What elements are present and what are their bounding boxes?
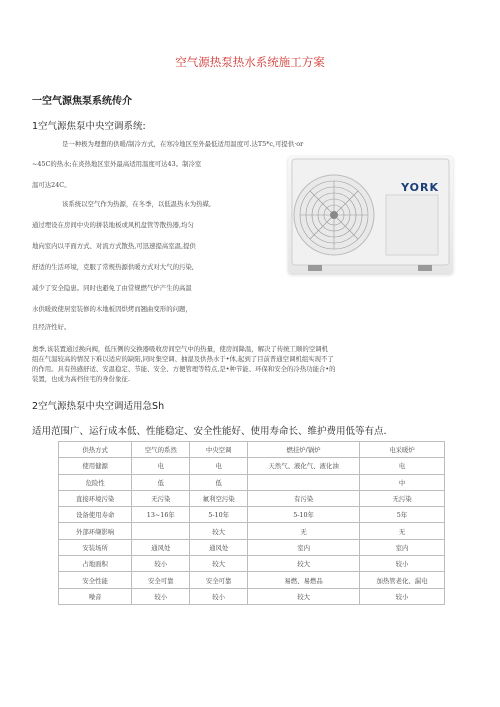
table-cell: 供热方式 [59, 442, 132, 458]
intro-line-1: 是一种极为理想的供暖/制冷方式，在寒冷地区至外最低适用温度可.达T5*c,可提供·or [62, 140, 304, 148]
table-cell: 较小 [132, 588, 190, 604]
section-heading-1: 一空气源焦泵系统传介 [32, 96, 132, 107]
table-cell: 无污染 [360, 490, 445, 506]
table-cell: 5-10年 [248, 507, 360, 523]
table-row [59, 572, 445, 588]
intro-line-6: 地向室内以平面方式、对流方式散热,可迅速提高室温,提供 [32, 242, 196, 250]
table-cell: 安装场所 [59, 539, 132, 555]
table-cell: 电 [360, 458, 445, 474]
section-2-subheading: 适用范围广、运行成本低、性能稳定、安全性能好、使用寿命长、维护费用低等有点. [32, 426, 387, 437]
table-cell: 较大 [248, 556, 360, 572]
table-row [59, 458, 445, 474]
para2-line-2: 组在气温较高的情况下难以适应的缺陷,同时集空调、抽湿及供热水于•体,起到了目前普通空调机组实现不了 [32, 355, 334, 363]
table-cell: 5年 [360, 507, 445, 523]
subsection-heading-1: 1空气源焦泵中央空调系统: [32, 121, 146, 132]
table-cell: 空气的系然 [132, 442, 190, 458]
york-logo: YORK [401, 181, 439, 194]
table-cell [132, 523, 190, 539]
table-cell: 直接环境污染 [59, 490, 132, 506]
intro-line-10: 且经济性好。 [32, 323, 71, 331]
intro-line-2: ~45C的热水;在炎热地区室外最高适用温度可达43。制冷室 [32, 160, 202, 168]
intro-line-7: 舒适的生活环境，克服了常规热源供暖方式对大气的污染, [32, 263, 194, 271]
table-cell: 电采暖炉 [360, 442, 445, 458]
table-cell: 噪音 [59, 588, 132, 604]
table-cell: 有污染 [248, 490, 360, 506]
table-cell: 外部环缬影响 [59, 523, 132, 539]
heat-pump-unit-image [288, 155, 453, 273]
table-cell: 设备使用寿命 [59, 507, 132, 523]
table-cell: 较大 [190, 556, 248, 572]
table-cell: 室内 [360, 539, 445, 555]
table-cell: 天然气、液化气、液化油 [248, 458, 360, 474]
para2-line-1: 奥季,该装置通过换向阀，低压侧的交换器吸收房间空气中的热量，使房间降温，解决了传统工顺的空调机 [32, 345, 328, 353]
table-cell: 无污染 [132, 490, 190, 506]
table-cell: 电 [132, 458, 190, 474]
paragraph-2 [32, 344, 472, 384]
table-row [59, 523, 445, 539]
heat-pump-fan-icon [288, 155, 453, 273]
table-cell: 氟利空污染 [190, 490, 248, 506]
table-cell: 安全性能 [59, 572, 132, 588]
table-row [59, 556, 445, 572]
intro-line-5: 通过埋设在房间中央的拼装地板或风机盘管等散热器,均匀 [32, 221, 194, 229]
table-cell: 加热管老化、漏电 [360, 572, 445, 588]
para2-line-4: 装置，也成为高档住宅的身份象征. [32, 375, 130, 383]
table-cell: 中 [360, 474, 445, 490]
table-cell: 5-10年 [190, 507, 248, 523]
table-cell: 安全可靠 [190, 572, 248, 588]
table-row [59, 539, 445, 555]
table-cell: 室内 [248, 539, 360, 555]
document-title: 空气源热泵热水系统施工方案 [175, 55, 325, 69]
table-cell: 较小 [360, 588, 445, 604]
table-row [59, 507, 445, 523]
intro-line-9: 水供暖致使居室装修的木地板因烘烤而翘曲变形的问题， [32, 305, 192, 313]
table-cell: 电 [190, 458, 248, 474]
table-cell: 占地面积 [59, 556, 132, 572]
table-cell: 无 [360, 523, 445, 539]
table-cell: 使用健源 [59, 458, 132, 474]
table-row [59, 474, 445, 490]
table-cell: 13~16年 [132, 507, 190, 523]
intro-line-4: 该系统以空气作为热源，在冬季，以低温热水为热媒, [62, 200, 212, 208]
table-row [59, 490, 445, 506]
table-cell [248, 474, 360, 490]
table-cell: 较大 [190, 523, 248, 539]
table-cell: 易燃、易燃品 [248, 572, 360, 588]
table-cell: 中央空调 [190, 442, 248, 458]
table-row [59, 442, 445, 458]
table-cell: 燃挂炉/锅炉 [248, 442, 360, 458]
table-cell: 危险性 [59, 474, 132, 490]
table-cell: 低 [132, 474, 190, 490]
intro-line-3: 温可达24C。 [32, 181, 71, 189]
table-cell: 安全可靠 [132, 572, 190, 588]
table-cell: 低 [190, 474, 248, 490]
table-cell: 无 [248, 523, 360, 539]
table-row [59, 588, 445, 604]
table-cell: 较大 [248, 588, 360, 604]
para2-line-3: 的作用。具有热感舒适、安温稳定、节能、安全、方便管理等特点,是•种节能、环保和安全的冷热功能合•的 [32, 365, 336, 373]
table-cell: 较小 [132, 556, 190, 572]
table-cell: 通风处 [190, 539, 248, 555]
table-cell: 较小 [190, 588, 248, 604]
section-heading-2: 2空气源热泵中央空调适用急Sh [32, 401, 165, 412]
table-cell: 较小 [360, 556, 445, 572]
intro-line-8: 减少了安全隐患。同时也避免了由常规燃气炉产生的高温 [32, 284, 192, 292]
comparison-table [58, 441, 445, 605]
table-cell: 通风处 [132, 539, 190, 555]
